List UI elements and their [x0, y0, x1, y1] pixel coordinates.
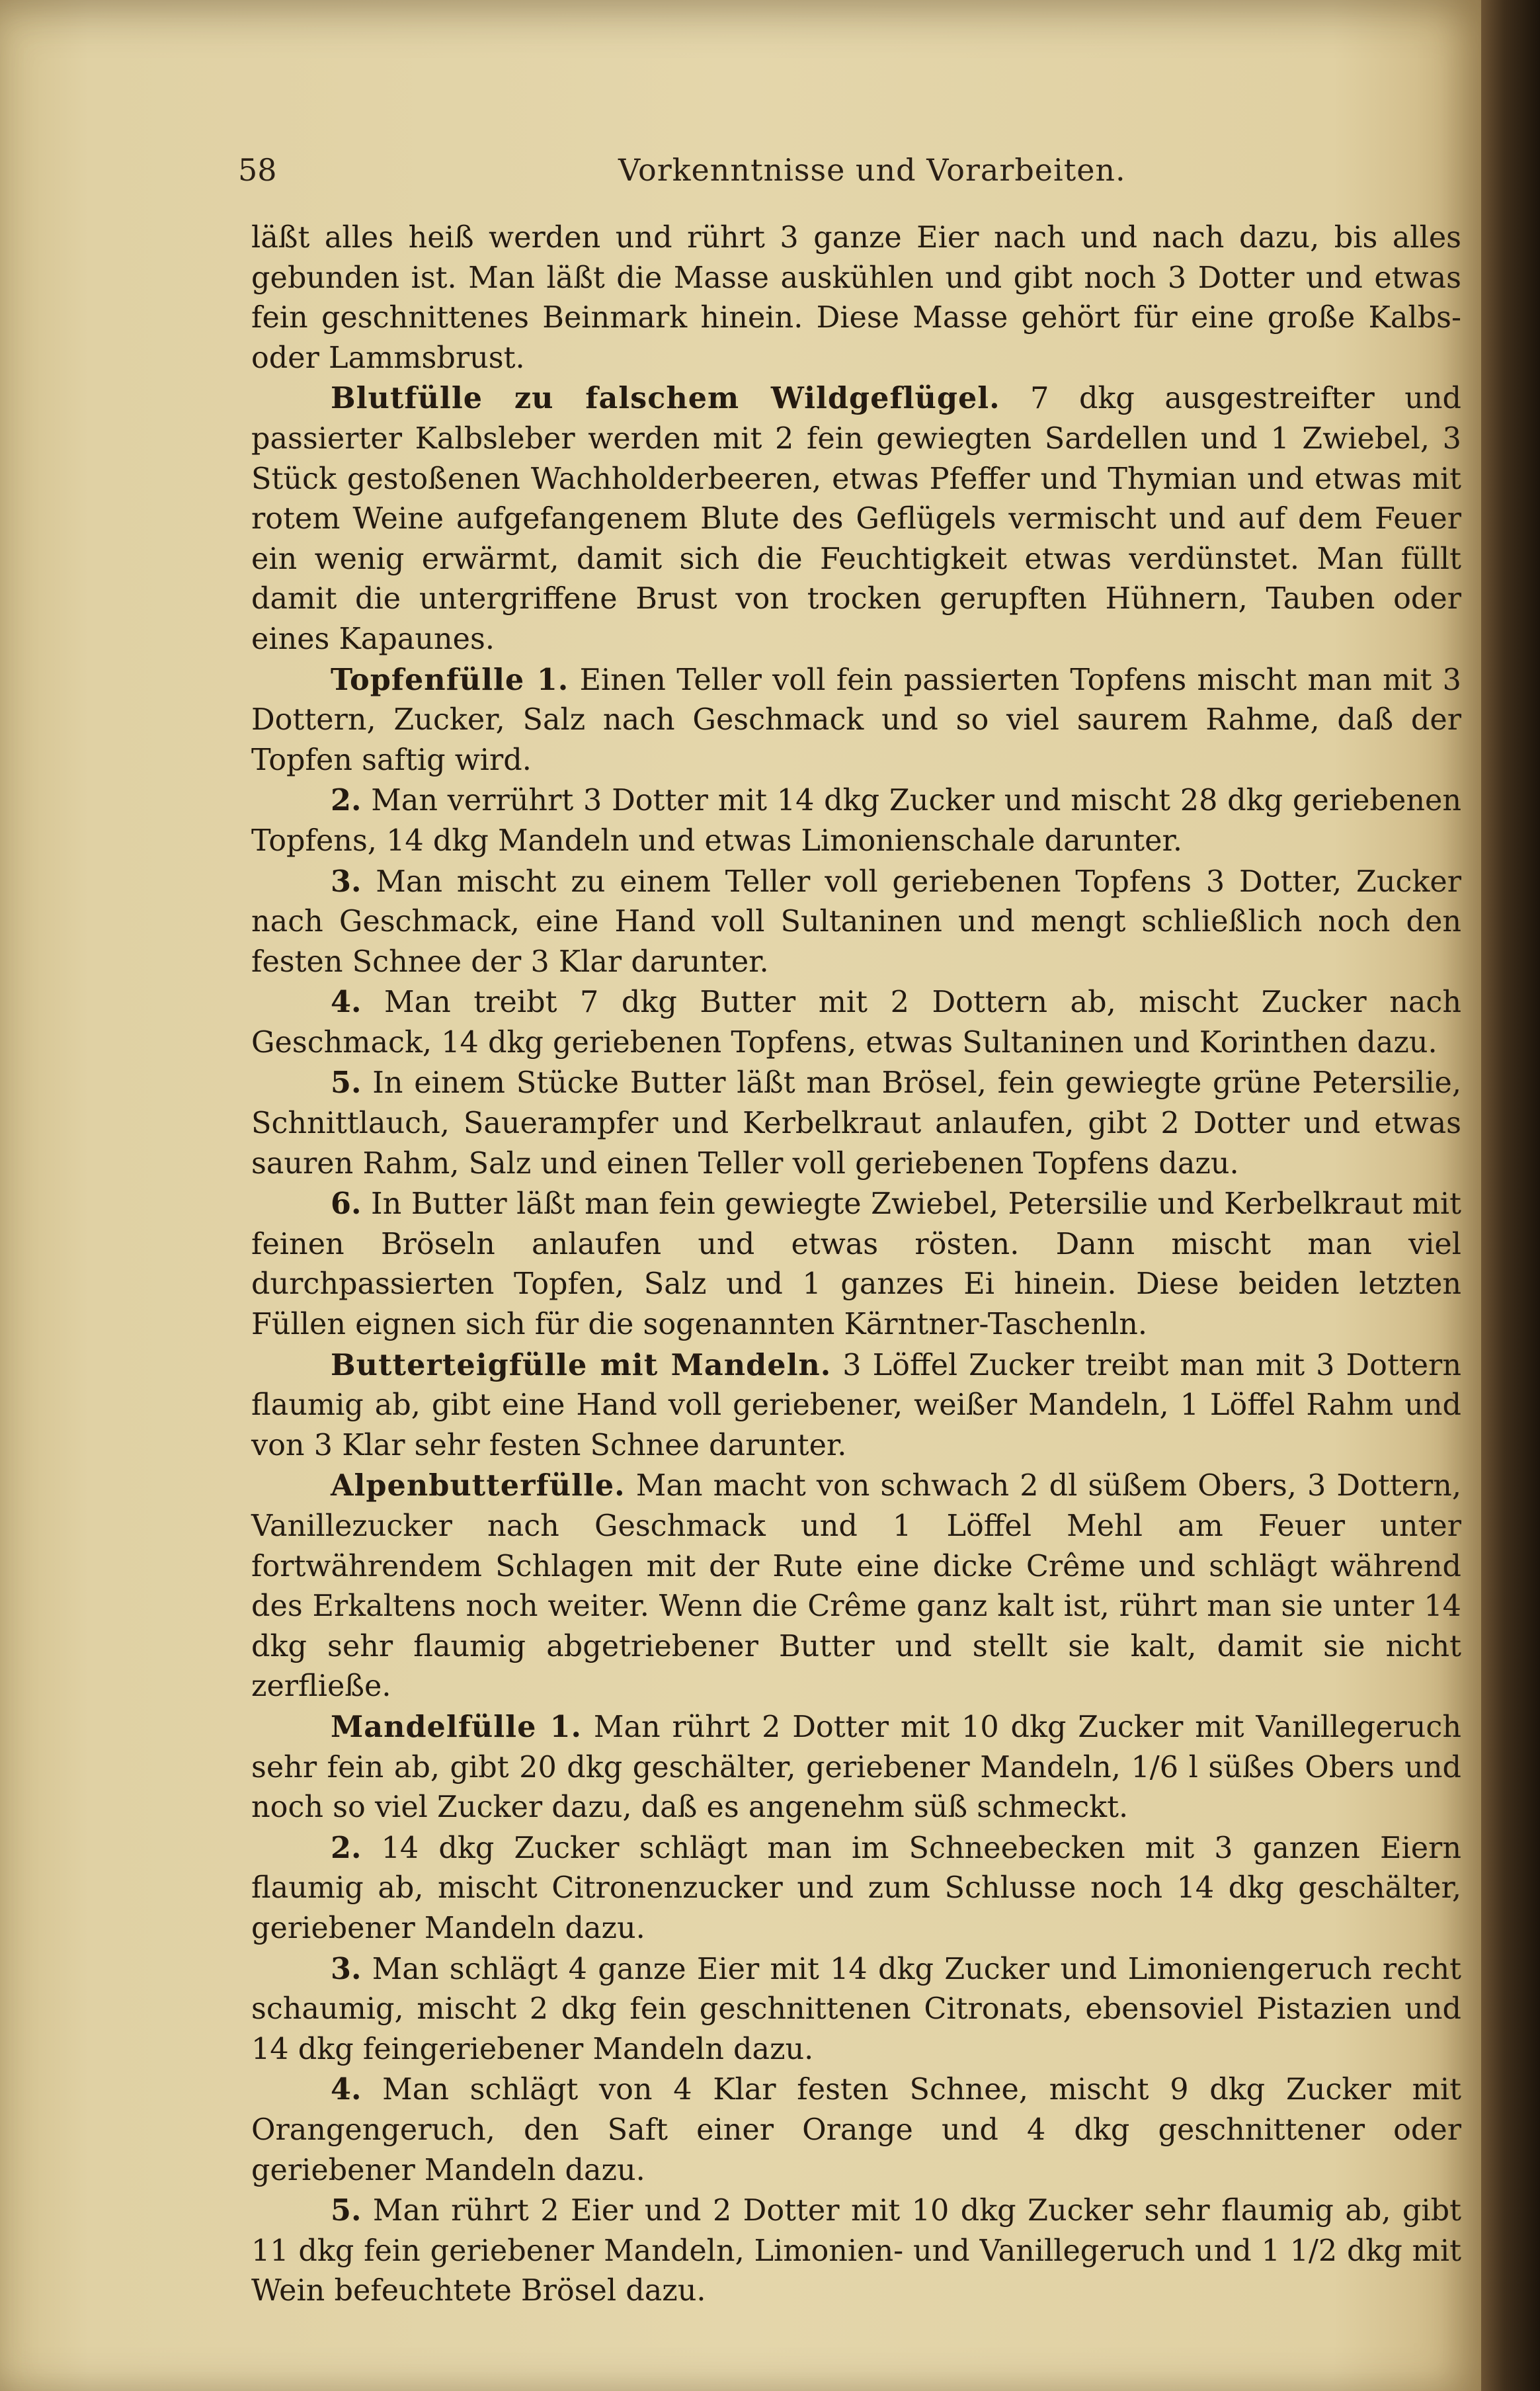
paragraph-text: 3 Löffel Zucker treibt man mit 3 Dottern flaumig ab, gibt eine Hand voll geriebener, weißer Mandeln, 1 Löffel Rahm und von 3 Klar sehr festen Schnee darunter.	[251, 1348, 1461, 1462]
paragraph-text: In Butter läßt man fein gewiegte Zwiebel, Petersilie und Kerbelkraut mit feinen Bröseln anlaufen und etwas rösten. Dann mischt man viel durchpassierten Topfen, Salz und 1 ganzes Ei hinein. Diese beiden letzten Füllen eignen sich für die sogenannten Kärntner-Taschenln.	[251, 1187, 1461, 1342]
recipe-topfenfuelle-2	[251, 780, 1461, 861]
recipe-heading: Topfenfülle 1.	[331, 662, 569, 697]
recipe-mandelfuelle-4	[251, 2070, 1461, 2191]
book-binding-edge	[1481, 0, 1540, 2391]
paragraph-text: 7 dkg ausgestreifter und passierter Kalbsleber werden mit 2 fein gewiegten Sardellen und 1 Zwiebel, 3 Stück gestoßenen Wachholderbeeren, etwas Pfeffer und Thymian und etwas mit rotem Weine aufgefangenem Blute des Geflügels vermischt und auf dem Feuer ein wenig erwärmt, damit sich die Feuchtigkeit etwas verdünstet. Man füllt damit die untergriffene Brust von trocken gerupften Hühnern, Tauben oder eines Kapaunes.	[251, 382, 1461, 656]
paragraph-continuation	[251, 218, 1461, 378]
recipe-mandelfuelle-2	[251, 1828, 1461, 1949]
recipe-mandelfuelle-3	[251, 1949, 1461, 2070]
variant-number: 2.	[331, 783, 362, 818]
recipe-topfenfuelle-1	[251, 660, 1461, 781]
recipe-mandelfuelle-5	[251, 2191, 1461, 2312]
page-body	[251, 218, 1461, 2312]
variant-number: 5.	[331, 2193, 362, 2228]
variant-number: 4.	[331, 985, 362, 1020]
paragraph-text: Man macht von schwach 2 dl süßem Obers, 3 Dottern, Vanillezucker nach Geschmack und 1 Löffel Mehl am Feuer unter fortwährendem Schlagen mit der Rute eine dicke Crême und schlägt während des Erkaltens noch weiter. Wenn die Crême ganz kalt ist, rührt man sie unter 14 dkg sehr flaumig abgetriebener Butter und stellt sie kalt, damit sie nicht zerfließe.	[251, 1469, 1461, 1704]
variant-number: 3.	[331, 1951, 362, 1986]
paragraph-text: 14 dkg Zucker schlägt man im Schneebecken mit 3 ganzen Eiern flaumig ab, mischt Citronenzucker und zum Schlusse noch 14 dkg geschälter, geriebener Mandeln dazu.	[251, 1831, 1461, 1945]
page-number: 58	[238, 152, 277, 188]
recipe-butterteigfuelle	[251, 1345, 1461, 1466]
paragraph-text: läßt alles heiß werden und rührt 3 ganze Eier nach und nach dazu, bis alles gebunden ist. Man läßt die Masse auskühlen und gibt noch 3 Dotter und etwas fein geschnittenes Beinmark hinein. Diese Masse gehört für eine große Kalbs- oder Lammsbrust.	[251, 221, 1461, 375]
paragraph-text: Man rührt 2 Eier und 2 Dotter mit 10 dkg Zucker sehr flaumig ab, gibt 11 dkg fein geriebener Mandeln, Limonien- und Vanillegeruch und 1 1/2 dkg mit Wein befeuchtete Brösel dazu.	[251, 2194, 1461, 2308]
recipe-heading: Alpenbutterfülle.	[331, 1468, 626, 1503]
variant-number: 3.	[331, 864, 362, 899]
paragraph-text: Man rührt 2 Dotter mit 10 dkg Zucker mit Vanillegeruch sehr fein ab, gibt 20 dkg geschälter, geriebener Mandeln, 1/6 l süßes Obers und noch so viel Zucker dazu, daß es angenehm süß schmeckt.	[251, 1710, 1461, 1825]
paragraph-text: Man treibt 7 dkg Butter mit 2 Dottern ab, mischt Zucker nach Geschmack, 14 dkg geriebenen Topfens, etwas Sultaninen und Korinthen dazu.	[251, 986, 1461, 1060]
recipe-alpenbutterfuelle	[251, 1466, 1461, 1707]
recipe-topfenfuelle-3	[251, 862, 1461, 983]
recipe-heading: Mandelfülle 1.	[331, 1709, 583, 1744]
paragraph-text: Man schlägt 4 ganze Eier mit 14 dkg Zucker und Limoniengeruch recht schaumig, mischt 2 dkg fein geschnittenen Citronats, ebensoviel Pistazien und 14 dkg feingeriebener Mandeln dazu.	[251, 1952, 1461, 2066]
recipe-topfenfuelle-6	[251, 1184, 1461, 1345]
paragraph-text: Man schlägt von 4 Klar festen Schnee, mischt 9 dkg Zucker mit Orangengeruch, den Saft einer Orange und 4 dkg geschnittener oder geriebener Mandeln dazu.	[251, 2073, 1461, 2187]
running-title: Vorkenntnisse und Vorarbeiten.	[618, 152, 1126, 188]
paragraph-text: Einen Teller voll fein passierten Topfens mischt man mit 3 Dottern, Zucker, Salz nach Geschmack und so viel saurem Rahme, daß der Topfen saftig wird.	[251, 663, 1461, 777]
recipe-heading: Butterteigfülle mit Mandeln.	[331, 1347, 832, 1382]
recipe-heading: Blutfülle zu falschem Wildgeflügel.	[331, 381, 1000, 416]
recipe-topfenfuelle-5	[251, 1063, 1461, 1184]
variant-number: 6.	[331, 1187, 362, 1222]
recipe-mandelfuelle-1	[251, 1707, 1461, 1828]
page-header	[238, 152, 1455, 198]
variant-number: 4.	[331, 2072, 362, 2107]
variant-number: 5.	[331, 1066, 362, 1101]
recipe-blutfuelle	[251, 378, 1461, 659]
paragraph-text: Man verrührt 3 Dotter mit 14 dkg Zucker und mischt 28 dkg geriebenen Topfens, 14 dkg Mandeln und etwas Limonienschale darunter.	[251, 784, 1461, 858]
paragraph-text: In einem Stücke Butter läßt man Brösel, fein gewiegte grüne Petersilie, Schnittlauch, Sauerampfer und Kerbelkraut anlaufen, gibt 2 Dotter und etwas sauren Rahm, Salz und einen Teller voll geriebenen Topfens dazu.	[251, 1066, 1461, 1181]
paragraph-text: Man mischt zu einem Teller voll geriebenen Topfens 3 Dotter, Zucker nach Geschmack, eine Hand voll Sultaninen und mengt schließlich noch den festen Schnee der 3 Klar darunter.	[251, 864, 1461, 979]
recipe-topfenfuelle-4	[251, 982, 1461, 1063]
variant-number: 2.	[331, 1830, 362, 1865]
